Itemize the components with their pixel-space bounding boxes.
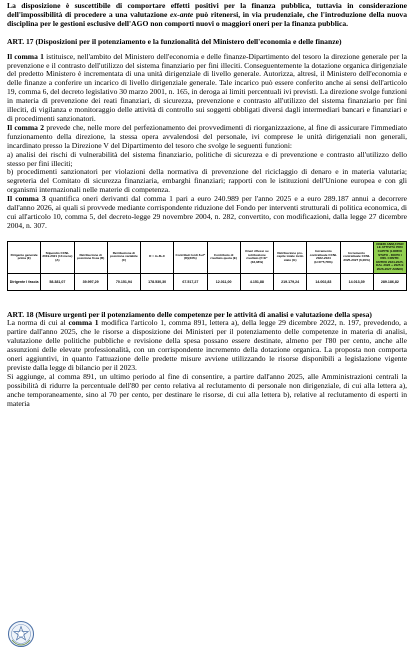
art18-paragraph-2: Si aggiunge, al comma 891, un ultimo periodo al fine di consentire, a partire dall'anno 2025, alle Amministrazioni centrali la possibilità di ridurre la percentuale dell'80 per cento relativa al reclutamento di personale non dirigenziale, di cui alla lettera a), anche temporaneamente, sino al 70 per cento, per destinare le risorse, di cui alla lettera b), relative al reclutamento di esperti in materia xyxy=(7,371,407,408)
table-cell: 70.151,94 xyxy=(107,273,140,290)
art17-paragraph-1 xyxy=(7,53,407,124)
cost-table-header: Oneri riflessi su retribuzione risultato (F=E*(33,38%) xyxy=(240,241,273,273)
table-row xyxy=(8,273,407,290)
art17-p2-lead: Il comma 2 xyxy=(7,122,45,132)
table-cell: 219.179,24 xyxy=(274,273,307,290)
cost-table-header: Stipendio CCNL 2019-2021 (13 mens) (A) xyxy=(41,241,74,273)
cost-table-header: Retribuzione di posizione fissa (B) xyxy=(74,241,107,273)
art17-p1-text: istituisce, nell'ambito del Ministero dell'economia e delle finanze-Dipartimento del tesoro la direzione generale per la prevenzione e il contrasto dell'utilizzo del sistema finanziario per fini illeciti. Conseguentemente la dotazione organica dirigenziale del predetto Ministero è incrementata di una unità dirigenziale di livello generale. Autorizza, altresì, il Ministero dell'economia e delle finanze a conferire un incarico di livello dirigenziale generale. Tale incarico può essere conferito anche ai sensi dell'articolo 19, comma 6, del decreto legislativo 30 marzo 2001, n. 165, in deroga ai limiti percentuali ivi previsti. La direzione svolge funzioni in materia di prevenzione dei reati finanziari, di sicurezza, prevenzione e contrasto all'utilizzo del sistema finanziario per fini illeciti, di vigilanza e monitoraggio delle attività di controllo sui soggetti obbligati diversi dagli intermediari bancari e finanziari e di procedimenti sanzionatori. xyxy=(7,51,407,123)
art18-p1-text: modifica l'articolo 1, comma 891, lettera a), della legge 29 dicembre 2022, n. 197, prevedendo, a partire dall'anno 2025, che le risorse a disposizione dei Ministeri per il potenziamento delle competenze in materia di analisi, valutazione delle politiche pubbliche e revisione della spesa possano essere destinate, almeno per l'80 per cento, anche alle assunzioni delle elevate professionalità, con un corrispondente incremento della dotazione organica. La proposta non comporta oneri aggiuntivi, in quanto l'attuazione delle predette misure avviene utilizzando le risorse disponibili a legislazione vigente previste dalla legge di bilancio per il 2023. xyxy=(7,318,407,372)
art17-p2-text: prevede che, nelle more del perfezionamento dei provvedimenti di riorganizzazione, al fine di assicurare l'immediato funzionamento della direzione, la stessa opera avvalendosi del personale, ivi comprese le unità dirigenziali non generali, incardinato presso la Direzione V del Dipartimento del tesoro che svolge le seguenti funzioni: xyxy=(7,122,407,150)
document-body xyxy=(7,2,407,408)
art18-title: ART. 18 (Misure urgenti per il potenziamento delle competenze per le attività di analisi e valutazione della spesa) xyxy=(7,309,372,319)
art17-item-a: a) analisi dei rischi di vulnerabilità del sistema finanziario, politiche di sicurezza e di prevenzione e contrasto all'utilizzo dello stesso per fini illeciti; xyxy=(7,149,407,168)
art17-paragraph-3 xyxy=(7,195,407,231)
cost-table-header: Contributo di risultato quota (E) xyxy=(207,241,240,273)
cost-table-header: Contributi lordi 8+2*(D)(33%) xyxy=(174,241,207,273)
table-cell-total: 289.186,82 xyxy=(373,273,406,290)
table-cell: Dirigente I fascia xyxy=(8,273,41,290)
art17-p3-lead: Il comma 3 xyxy=(7,194,46,204)
art17-p3-text: quantifica oneri derivanti dal comma 1 pari a euro 240.989 per l'anno 2025 e a euro 289.187 annui a decorrere dall'anno 2026, ai quali si provvede mediante corrispondente riduzione del Fondo per interventi strutturali di politica economica, di cui all'articolo 10, comma 5, del decreto-legge 29 novembre 2004, n. 282, convertito, con modificazioni, dalla legge 27 dicembre 2004, n. 307. xyxy=(7,194,408,230)
cost-table-header: Dirigente generale prima (€) xyxy=(8,241,41,273)
table-cell: 4.151,88 xyxy=(240,273,273,290)
cost-table-header: D = A+B+C xyxy=(141,241,174,273)
art17-item-b: b) procedimenti sanzionatori per violazioni della normativa di prevenzione del riciclaggio di denaro e in materia valutaria; segreteria del Comitato di sicurezza finanziaria, embarghi finanziari; rapporti con le istituzioni dell'Unione europea e con gli organismi internazionali nelle materie di competenza. xyxy=(7,167,407,195)
art17-paragraph-2 xyxy=(7,124,407,151)
table-cell: 58.381,07 xyxy=(41,273,74,290)
table-cell: 178.530,30 xyxy=(141,273,174,290)
cost-table-header: Retribuzione di posizione variabile (C) xyxy=(107,241,140,273)
art18-p1-pre: La norma di cui al xyxy=(7,318,69,328)
art18-p1-lead: comma 1 xyxy=(68,318,99,328)
cost-table-header-total: ONERI ANNUI PER LE ATTIVITÀ PRO CAPITE (LORDO STATO - DOPO I RIN. CONTR. ENTRO 2024-2025, DAL 2026 + 2025 E 2026-2027 ANNUI) xyxy=(373,241,406,273)
art17-title: ART. 17 (Disposizioni per il potenziamento e la funzionalità del Ministero dell'economia e delle finanze) xyxy=(7,36,342,46)
cost-table-header: Incremento contrattuale CCNL 2022-2024 (H=D*5,78%) xyxy=(307,241,340,273)
table-cell: 39.997,29 xyxy=(74,273,107,290)
cost-table xyxy=(7,241,407,291)
table-cell: 67.517,27 xyxy=(174,273,207,290)
cost-table-header: Retribuzione pro-capite totale lordo stato (G) xyxy=(274,241,307,273)
cost-table-header-row xyxy=(8,241,407,273)
table-cell: 14.002,83 xyxy=(307,273,340,290)
table-cell: 14.013,39 xyxy=(340,273,373,290)
intro-paragraph: La disposizione è suscettibile di comportare effetti positivi per la finanza pubblica, tuttavia in considerazione dell'impossibilità di procedere a una valutazione ex-ante può ritenersi, in via prudenziale, che l'introduzione della nuova disciplina per le gestioni esclusive dell'AGO non comporti nuovi o maggiori oneri per la finanza pubblica. xyxy=(7,1,407,28)
cost-table-header: Incremento contrattuale CCNL 2025-2027 (6,00%) xyxy=(340,241,373,273)
table-cell: 12.011,00 xyxy=(207,273,240,290)
art18-paragraph-1 xyxy=(7,319,407,372)
art17-p1-lead: Il comma 1 xyxy=(7,51,44,61)
republic-emblem-icon xyxy=(7,620,35,648)
